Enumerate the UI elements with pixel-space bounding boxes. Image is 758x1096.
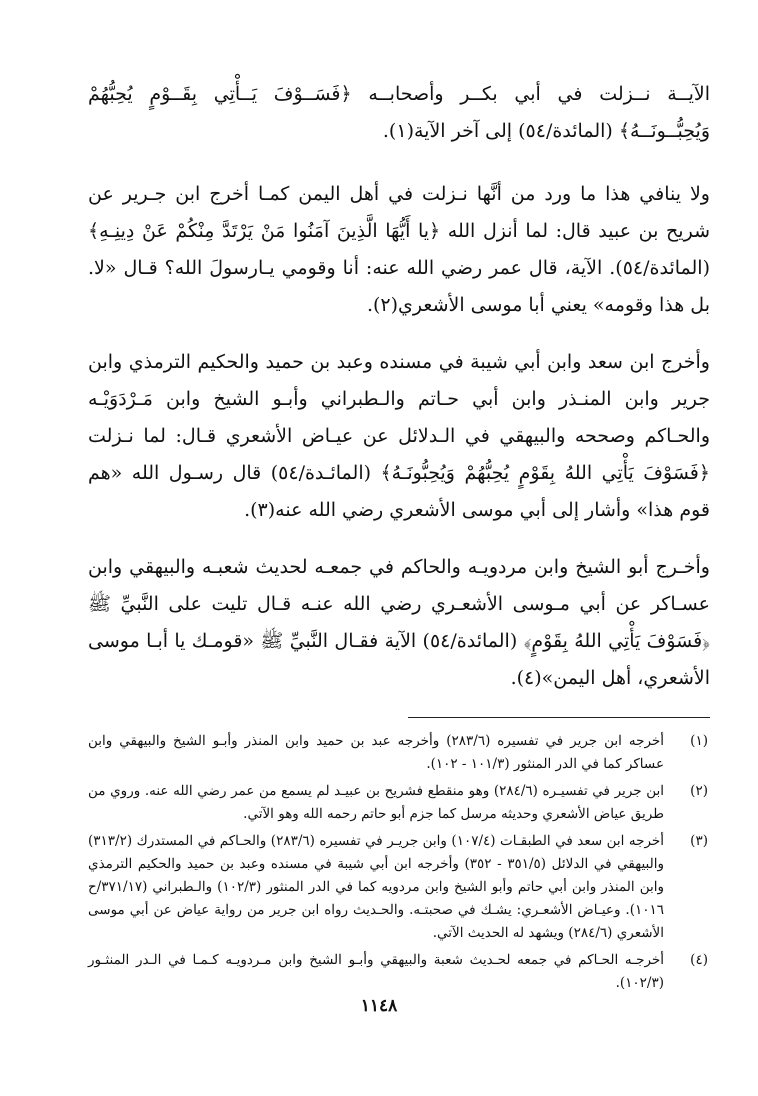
- footnote-text: أخرجه ابن سعد في الطبقـات (١٠٧/٤) وابن جريـر في تفسيره (٢٨٣/٦) والحـاكم في المستدرك (٣١٣/٢) والبيهقي في الدلائل (٣٥١/٥ - ٣٥٢) وأخرجه ابن أبي شيبة في مسنده وعبد بن حميد والحكيم الترمذي وابن المنذر وابن أبي حاتم وأبو الشيخ وابن مردويه كما في الدر المنثور (١٠٢/٣) والـطبراني (٣٧١/١٧/ح ١٠١٦). وعيـاض الأشعـري: يشـك في صحبتـه. والحـديث رواه ابن جرير من رواية عياض عن أبي موسى الأشعري (٢٨٤/٦) ويشهد له الحديث الآتي.: [88, 833, 665, 941]
- paragraph-1: الآيــة نــزلت في أبي بكــر وأصحابــه ﴿فَسَــوْفَ يَــأْتِي بِقَــوْمٍ يُحِبُّهُمْ وَيُحِبُّــونَــهُ﴾ (المائدة/٥٤) إلى آخر الآية(١).: [88, 83, 710, 142]
- footnote-2: [88, 780, 710, 826]
- page-number: ١١٤٨: [360, 996, 398, 1016]
- footnote-text: ابن جرير في تفسيـره (٢٨٤/٦) وهو منقطع فشريح بن عبيـد لم يسمع من عمر رضي الله عنه. وروي من طريق عياض الأشعري وحديثه مرسل كما جزم أبو حاتم رحمه الله وهو الآتي.: [88, 783, 664, 822]
- footnotes: [88, 730, 710, 995]
- footnote-divider: [408, 717, 710, 718]
- main-text: [88, 76, 710, 697]
- footnote-text: أخرجـه الحـاكم في جمعه لحـديث شعبة والبيهقي وأبـو الشيخ وابن مـردويـه كـمـا في الـدر المنثـور (١٠٢/٣).: [88, 952, 664, 991]
- paragraph-3: وأخرج ابن سعد وابن أبي شيبة في مسنده وعبد بن حميد والحكيم الترمذي وابن جرير وابن المنـذر وابن أبي حـاتم والـطبراني وأبـو الشيخ وابن مَـرْدَوَيْـه والحـاكم وصححه والبيهقي في الـدلائل عن عيـاض الأشعري قـال: لما نـزلت ﴿فَسَوْفَ يَأْتِي اللهُ بِقَوْمٍ يُحِبُّهُمْ وَيُحِبُّونَـهُ﴾ (المائـدة/٥٤) قال رسـول الله «هم قوم هذا» وأشار إلى أبي موسى الأشعري رضي الله عنه(٣).: [88, 351, 710, 521]
- footnote-number: (١): [690, 733, 708, 749]
- paragraph-4: وأخـرج أبو الشيخ وابن مردويـه والحاكم في جمعـه لحديث شعبـه والبيهقي وابن عسـاكر عن أبي مـوسى الأشعـري رضي الله عنـه قـال تليت على النَّبيِّ ﷺ ﴿فَسَوْفَ يَأْتِي اللهُ بِقَوْمٍ﴾ (المائدة/٥٤) الآية فقـال النَّبيِّ ﷺ «قومـك يا أبـا موسى الأشعري، أهل اليمن»(٤).: [88, 556, 711, 689]
- footnote-4: [88, 949, 710, 995]
- footnote-number: (٣): [690, 833, 708, 849]
- paragraph-2: ولا ينافي هذا ما ورد من أنَّها نـزلت في أهل اليمن كمـا أخرج ابن جـرير عن شريح بن عبيد قال: لما أنزل الله ﴿يا أَيُّهَا الَّذِينَ آمَنُوا مَنْ يَرْتَدَّ مِنْكُمْ عَنْ دِينِـهِ﴾ (المائدة/٥٤). الآية، قال عمر رضي الله عنه: أنا وقومي يـارسولَ الله؟ قـال «لا. بل هذا وقومه» يعني أبا موسى الأشعري(٢).: [88, 183, 710, 316]
- footnote-number: (٤): [690, 952, 708, 968]
- footnote-number: (٢): [690, 783, 708, 799]
- footnote-3: [88, 830, 710, 945]
- page-body: [88, 76, 710, 999]
- footnote-text: أخرجه ابن جرير في تفسيره (٢٨٣/٦) وأخرجه عبد بن حميد وابن المنذر وأبـو الشيخ والبيهقي وابن عساكر كما في الدر المنثور (١٠١/٣ - ١٠٢).: [88, 733, 664, 772]
- footnote-1: [88, 730, 710, 776]
